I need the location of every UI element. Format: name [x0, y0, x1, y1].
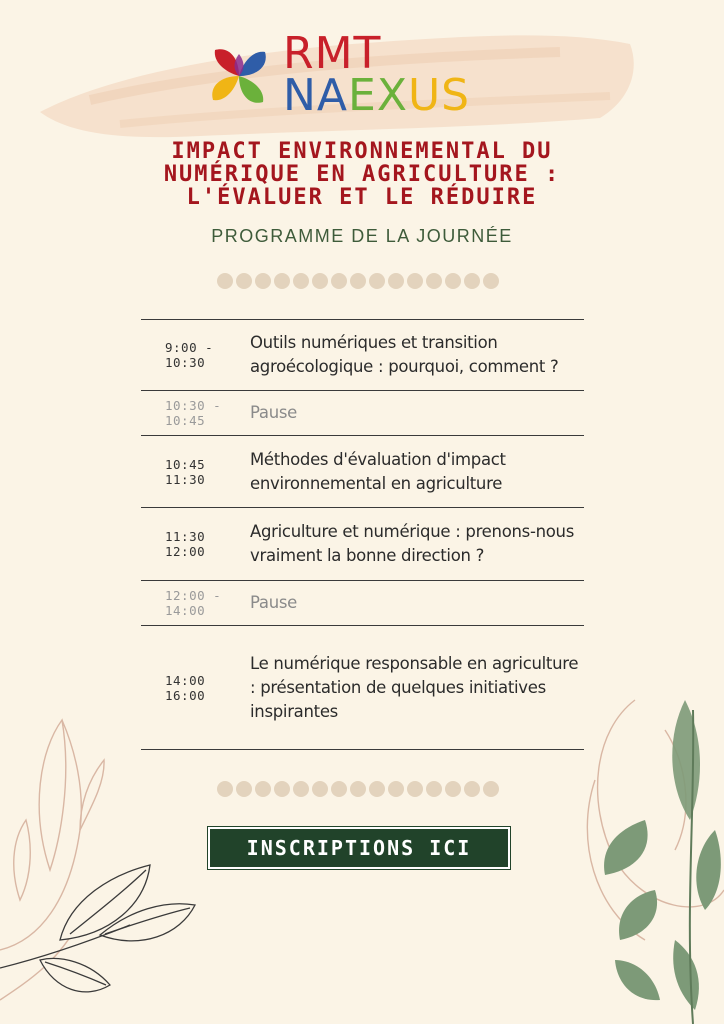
dot-divider-bottom — [217, 781, 499, 797]
botanical-leaves-left-icon — [0, 700, 210, 1024]
schedule-time: 12:00 - 14:00 — [165, 588, 222, 618]
logo-naexus-ex: EX — [348, 70, 408, 121]
schedule-desc: Outils numériques et transition agroécologique : pourquoi, comment ? — [250, 333, 559, 376]
schedule-desc: Pause — [250, 593, 298, 612]
schedule-desc: Le numérique responsable en agriculture : présentation de quelques initiatives inspirantes — [250, 653, 579, 721]
schedule-row — [141, 320, 584, 391]
schedule-time: 10:30 - 10:45 — [165, 398, 222, 428]
schedule-desc: Pause — [250, 403, 298, 422]
schedule-desc: Agriculture et numérique : prenons-nous vraiment la bonne direction ? — [250, 522, 575, 565]
rmt-naexus-logo — [205, 28, 545, 121]
logo-mark-icon — [205, 42, 273, 110]
logo-rmt-text: RMT — [283, 28, 382, 79]
dot-divider-top — [217, 273, 499, 289]
schedule-time: 11:30 12:00 — [165, 529, 206, 559]
schedule-desc: Méthodes d'évaluation d'impact environnemental en agriculture — [250, 449, 506, 493]
page-subtitle: PROGRAMME DE LA JOURNÉE — [211, 226, 513, 246]
schedule-table — [141, 319, 584, 750]
schedule-row-pause — [141, 391, 584, 436]
page-title: IMPACT ENVIRONNEMENTAL DU NUMÉRIQUE EN AGRICULTURE : L'ÉVALUER ET LE RÉDUIRE — [163, 139, 561, 210]
schedule-time: 9:00 - 10:30 — [165, 340, 214, 370]
schedule-row-pause — [141, 581, 584, 626]
registration-button[interactable]: INSCRIPTIONS ICI — [208, 827, 510, 869]
logo-naexus-na: NA — [283, 70, 349, 121]
logo-naexus-us: US — [407, 70, 471, 121]
schedule-row — [141, 508, 584, 581]
botanical-leaves-right-icon — [575, 690, 724, 1024]
schedule-row — [141, 436, 584, 508]
logo-naexus-text — [283, 70, 471, 121]
schedule-time: 14:00 16:00 — [165, 672, 206, 703]
schedule-time: 10:45 11:30 — [165, 456, 206, 487]
